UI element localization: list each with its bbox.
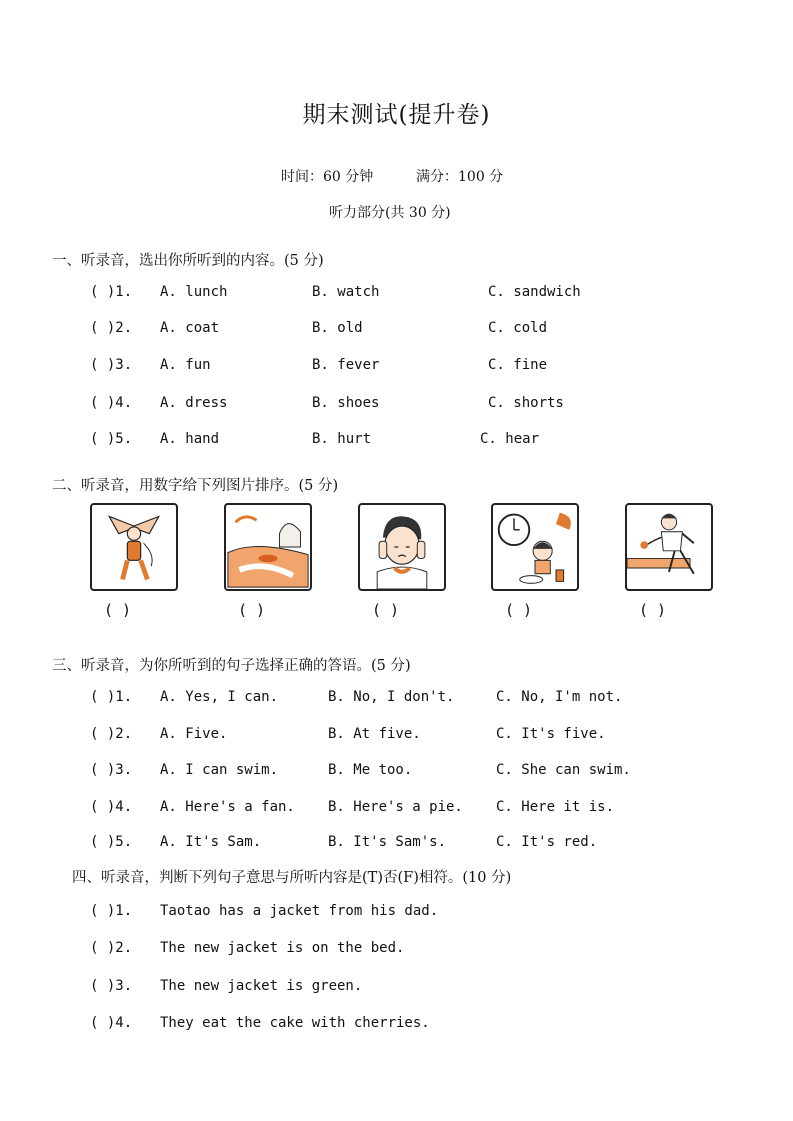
option-a: A. Here's a fan. [160,799,295,815]
statement-text: The new jacket is green. [160,978,363,994]
option-b: B. fever [312,357,380,373]
option-c: C. It's five. [496,726,606,742]
section2-heading: 二、听录音，用数字给下列图片排序。(5 分) [52,478,339,494]
table-tennis-icon [627,505,711,589]
section4-heading: 四、听录音，判断下列句子意思与所听内容是(T)否(F)相符。(10 分) [72,870,512,886]
full-score: 满分：100 分 [416,169,504,185]
option-a: A. I can swim. [160,762,279,778]
section3-heading: 三、听录音，为你所听到的句子选择正确的答语。(5 分) [52,658,411,674]
option-c: C. fine [488,357,548,373]
question-number: ( )1. [90,284,133,300]
option-a: A. It's Sam. [160,834,262,850]
option-c: C. No, I'm not. [496,689,623,705]
option-b: B. No, I don't. [328,689,455,705]
option-c: C. cold [488,320,548,336]
option-c: C. She can swim. [496,762,631,778]
answer-blank[interactable]: ( ) [372,601,400,619]
option-c: C. It's red. [496,834,598,850]
option-c: C. shorts [488,395,564,411]
option-c: C. hear [480,431,540,447]
picture-girl-with-kite [90,503,178,591]
answer-blank[interactable]: ( ) [238,601,266,619]
question-number: ( )1. [90,903,133,919]
question-number: ( )3. [90,357,133,373]
picture-autumn-landscape [224,503,312,591]
question-number: ( )4. [90,395,133,411]
option-c: C. Here it is. [496,799,615,815]
boy-with-headache-icon [360,505,444,589]
option-a: A. Yes, I can. [160,689,279,705]
option-a: A. lunch [160,284,228,300]
time-limit: 时间：60 分钟 [281,169,374,185]
autumn-landscape-icon [226,505,310,589]
girl-with-kite-icon [92,505,176,589]
question-number: ( )4. [90,799,133,815]
option-b: B. Here's a pie. [328,799,463,815]
section1-heading: 一、听录音，选出你所听到的内容。(5 分) [52,253,324,269]
option-b: B. It's Sam's. [328,834,447,850]
option-b: B. hurt [312,431,372,447]
question-number: ( )2. [90,320,133,336]
answer-blank[interactable]: ( ) [505,601,533,619]
option-b: B. Me too. [328,762,413,778]
statement-text: They eat the cake with cherries. [160,1015,430,1031]
option-a: A. fun [160,357,211,373]
question-number: ( )2. [90,726,133,742]
picture-boy-with-headache [358,503,446,591]
option-b: B. watch [312,284,380,300]
picture-girl-playing-table-tennis [625,503,713,591]
option-b: B. old [312,320,363,336]
picture-girl-eating-breakfast [491,503,579,591]
question-number: ( )2. [90,940,133,956]
question-number: ( )5. [90,431,133,447]
statement-text: Taotao has a jacket from his dad. [160,903,439,919]
option-a: A. coat [160,320,220,336]
option-b: B. shoes [312,395,380,411]
question-number: ( )1. [90,689,133,705]
option-a: A. hand [160,431,220,447]
option-c: C. sandwich [488,284,581,300]
answer-blank[interactable]: ( ) [104,601,132,619]
question-number: ( )3. [90,978,133,994]
page-title: 期末测试(提升卷) [302,102,491,128]
question-number: ( )5. [90,834,133,850]
clock-and-breakfast-icon [493,505,577,589]
option-a: A. Five. [160,726,228,742]
option-a: A. dress [160,395,228,411]
question-number: ( )4. [90,1015,133,1031]
question-number: ( )3. [90,762,133,778]
option-b: B. At five. [328,726,421,742]
statement-text: The new jacket is on the bed. [160,940,405,956]
part-heading: 听力部分(共 30 分) [329,205,451,221]
answer-blank[interactable]: ( ) [639,601,667,619]
